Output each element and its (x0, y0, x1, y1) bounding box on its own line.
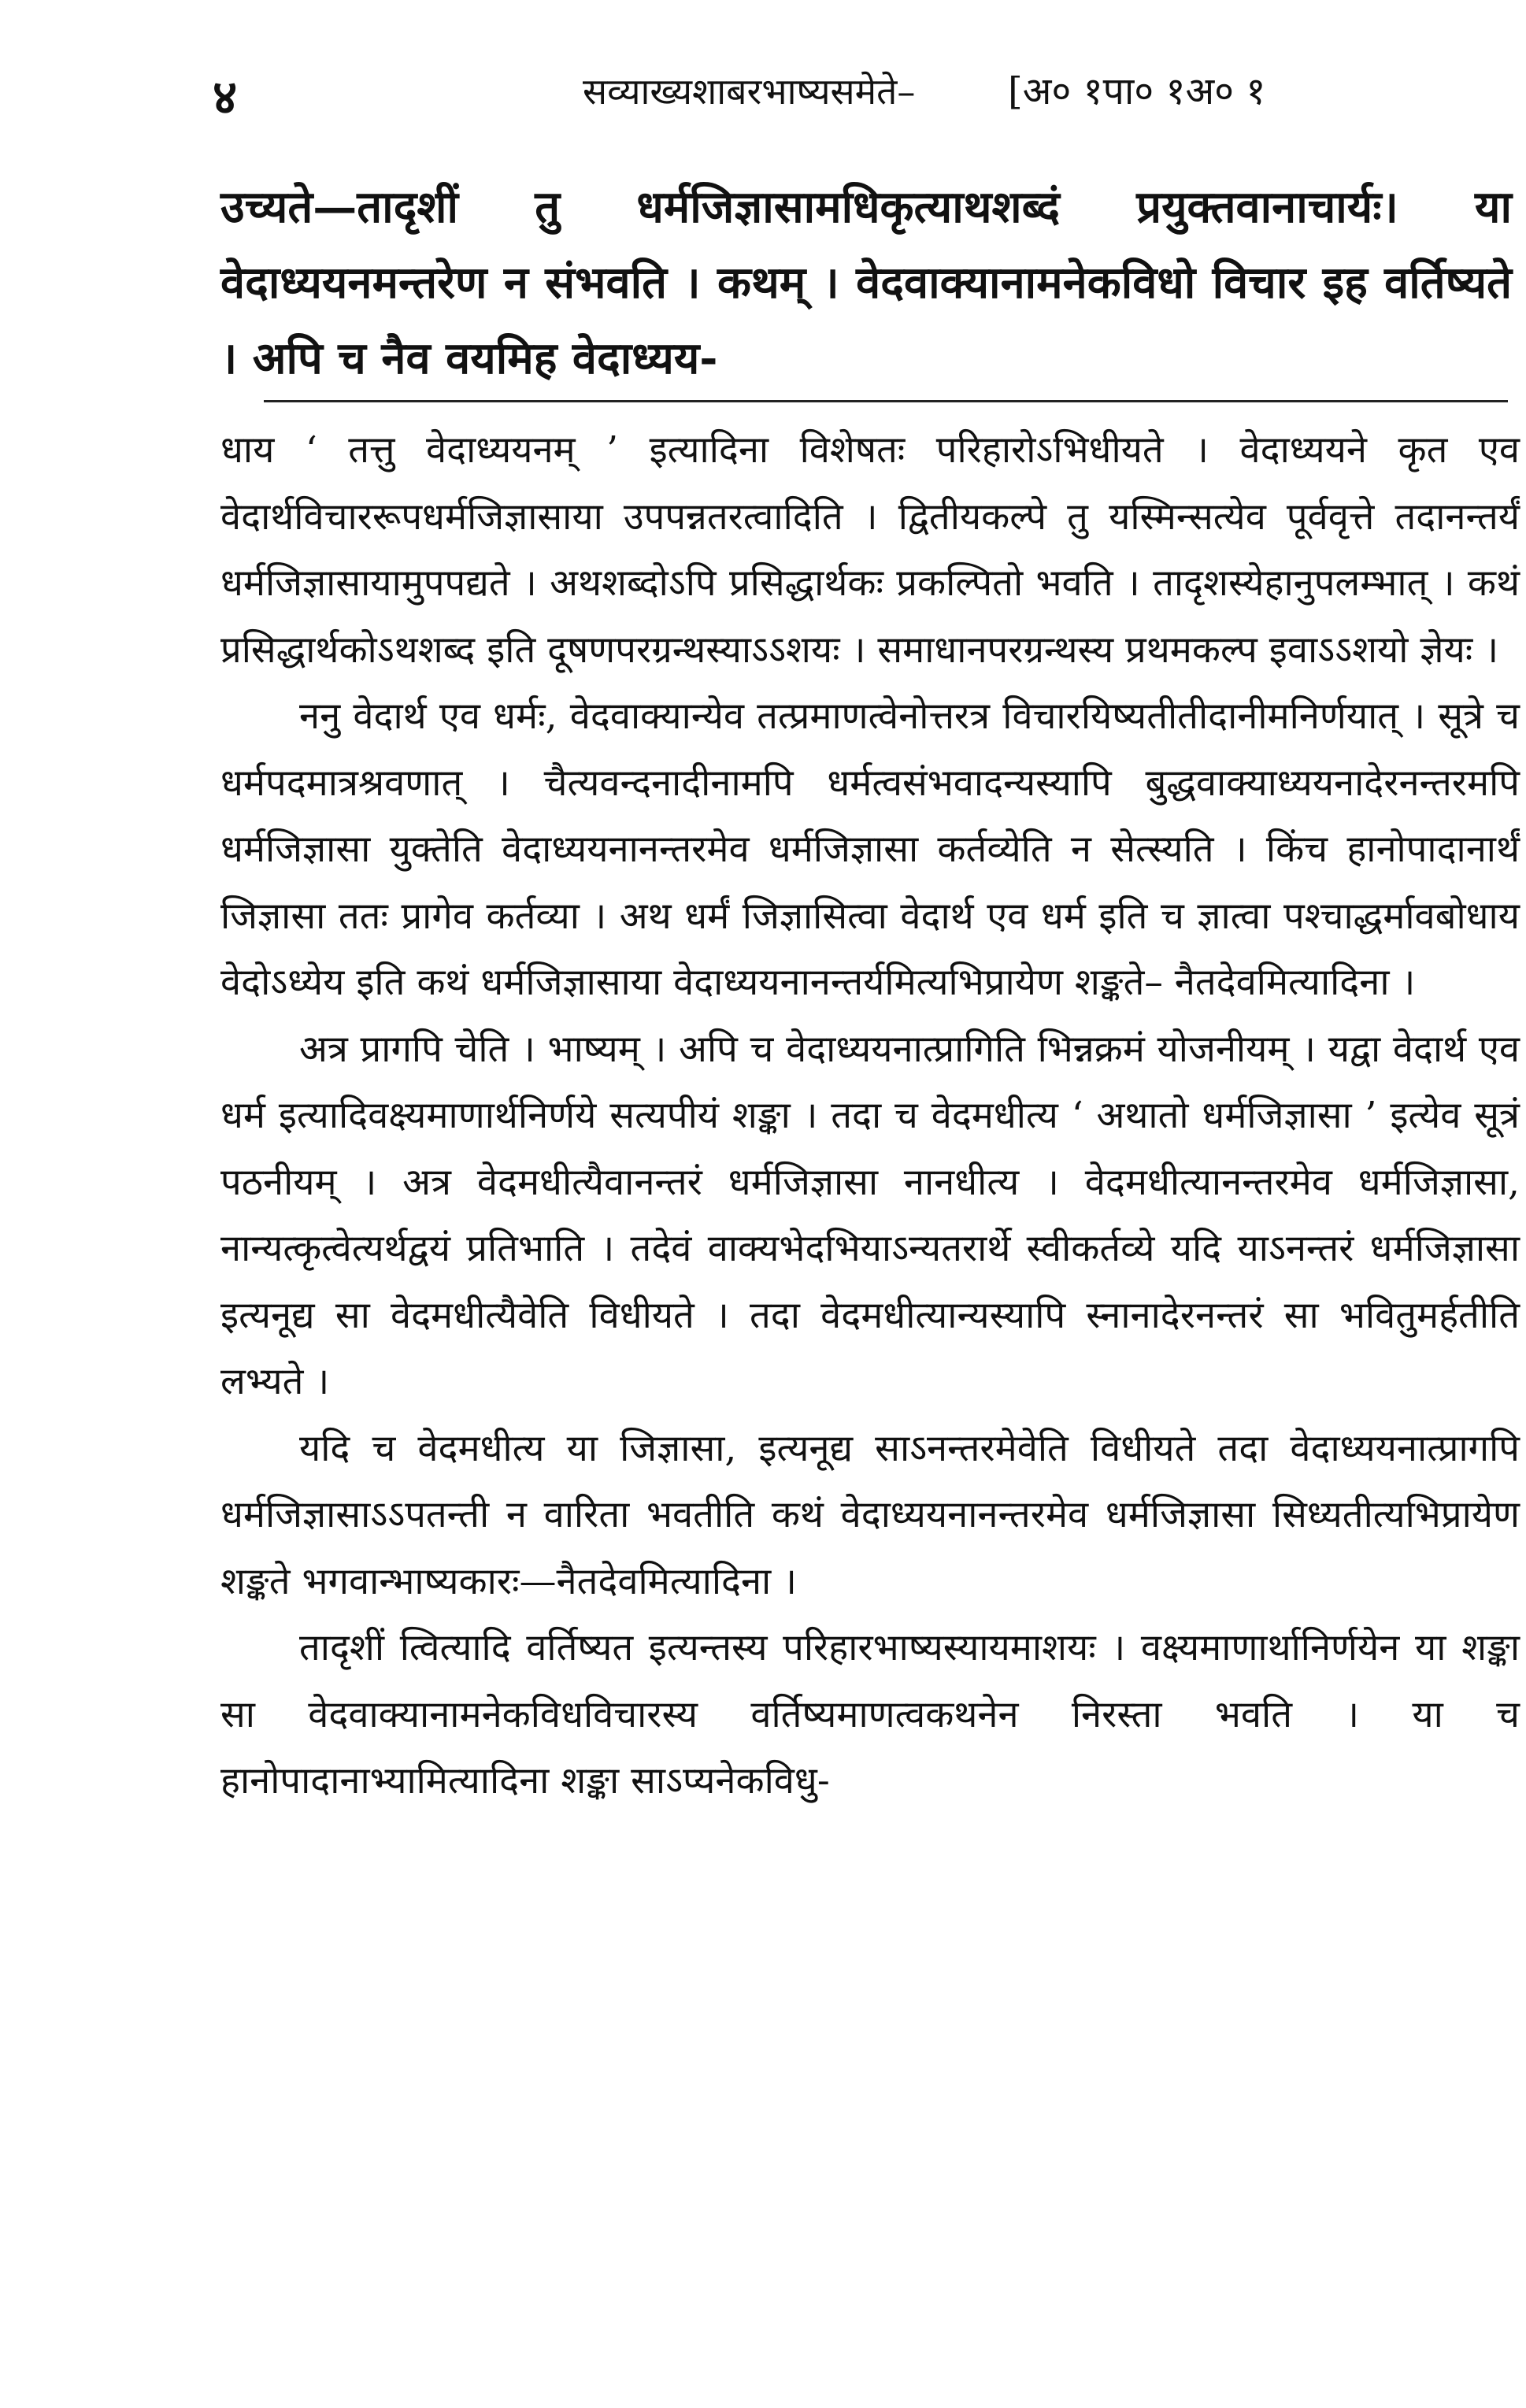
commentary-paragraph: अत्र प्रागपि चेति । भाष्यम् । अपि च वेदाध्ययनात्प्रागिति भिन्नक्रमं योजनीयम् । यद्वा वेदार्थ एव धर्म इत्यादिवक्ष्यमाणार्थनिर्णये सत्यपीयं शङ्का । तदा च वेदमधीत्य ‘ अथातो धर्मजिज्ञासा ’ इत्येव सूत्रं पठनीयम् । अत्र वेदमधीत्यैवानन्तरं धर्मजिज्ञासा नानधीत्य । वेदमधीत्यानन्तरमेव धर्मजिज्ञासा, नान्यत्कृत्वेत्यर्थद्वयं प्रतिभाति । तदेवं वाक्यभेदभियाऽन्यतरार्थे स्वीकर्तव्ये यदि याऽनन्तरं धर्मजिज्ञासा इत्यनूद्य सा वेदमधीत्यैवेति विधीयते । तदा वेदमधीत्यान्यस्यापि स्नानादेरनन्तरं सा भवितुमर्हतीति लभ्यते । (220, 1027, 1520, 1403)
commentary-paragraph: यदि च वेदमधीत्य या जिज्ञासा, इत्यनूद्य साऽनन्तरमेवेति विधीयते तदा वेदाध्ययनात्प्रागपि धर्मजिज्ञासाऽऽपतन्ती न वारिता भवतीति कथं वेदाध्ययनानन्तरमेव धर्मजिज्ञासा सिध्यतीत्यभिप्रायेण शङ्कते भगवान्भाष्यकारः—नैतदेवमित्यादिना । (220, 1426, 1520, 1603)
page-number: ४ (213, 70, 238, 125)
commentary (220, 417, 1520, 1815)
bhashya-text: उच्यते—तादृशीं तु धर्मजिज्ञासामधिकृत्याथशब्दं प्रयुक्तवानाचार्यः। या वेदाध्ययनमन्तरेण न संभवति । कथम् । वेदवाक्यानामनेकविधो विचार इह वर्तिष्यते । अपि च नैव वयमिह वेदाध्यय- (220, 181, 1512, 384)
commentary-paragraph: ननु वेदार्थ एव धर्मः, वेदवाक्यान्येव तत्प्रमाणत्वेनोत्तरत्र विचारयिष्यतीतीदानीमनिर्णयात् । सूत्रे च धर्मपदमात्रश्रवणात् । चैत्यवन्दनादीनामपि धर्मत्वसंभवादन्यस्यापि बुद्धवाक्याध्ययनादेरनन्तरमपि धर्मजिज्ञासा युक्तेति वेदाध्ययनानन्तरमेव धर्मजिज्ञासा कर्तव्येति न सेत्स्यति । किंच हानोपादानार्थं जिज्ञासा ततः प्रागेव कर्तव्या । अथ धर्मं जिज्ञासित्वा वेदार्थ एव धर्म इति च ज्ञात्वा पश्चाद्धर्मावबोधाय वेदोऽध्येय इति कथं धर्मजिज्ञासाया वेदाध्ययनानन्तर्यमित्यभिप्रायेण शङ्कते– नैतदेवमित्यादिना । (220, 695, 1520, 1004)
section-reference: [अ० १पा० १अ० १ (1008, 69, 1266, 113)
divider-rule (264, 400, 1508, 402)
commentary-paragraph: धाय ‘ तत्तु वेदाध्ययनम् ’ इत्यादिना विशेषतः परिहारोऽभिधीयते । वेदाध्ययने कृत एव वेदार्थविचाररूपधर्मजिज्ञासाया उपपन्नतरत्वादिति । द्वितीयकल्पे तु यस्मिन्सत्येव पूर्ववृत्ते तदानन्तर्यं धर्मजिज्ञासायामुपपद्यते । अथशब्दोऽपि प्रसिद्धार्थकः प्रकल्पितो भवति । तादृशस्येहानुपलम्भात् । कथं प्रसिद्धार्थकोऽथशब्द इति दूषणपरग्रन्थस्याऽऽशयः । समाधानपरग्रन्थस्य प्रथमकल्प इवाऽऽशयो ज्ञेयः । (220, 428, 1520, 672)
page-header (213, 63, 1504, 134)
commentary-paragraph: तादृशीं त्वित्यादि वर्तिष्यत इत्यन्तस्य परिहारभाष्यस्यायमाशयः । वक्ष्यमाणार्थानिर्णयेन या शङ्का सा वेदवाक्यानामनेकविधविचारस्य वर्तिष्यमाणत्वकथनेन निरस्ता भवति । या च हानोपादानाभ्यामित्यादिना शङ्का साऽप्यनेकविधु- (220, 1626, 1520, 1802)
running-title: सव्याख्यशाबरभाष्यसमेते– (583, 70, 916, 113)
